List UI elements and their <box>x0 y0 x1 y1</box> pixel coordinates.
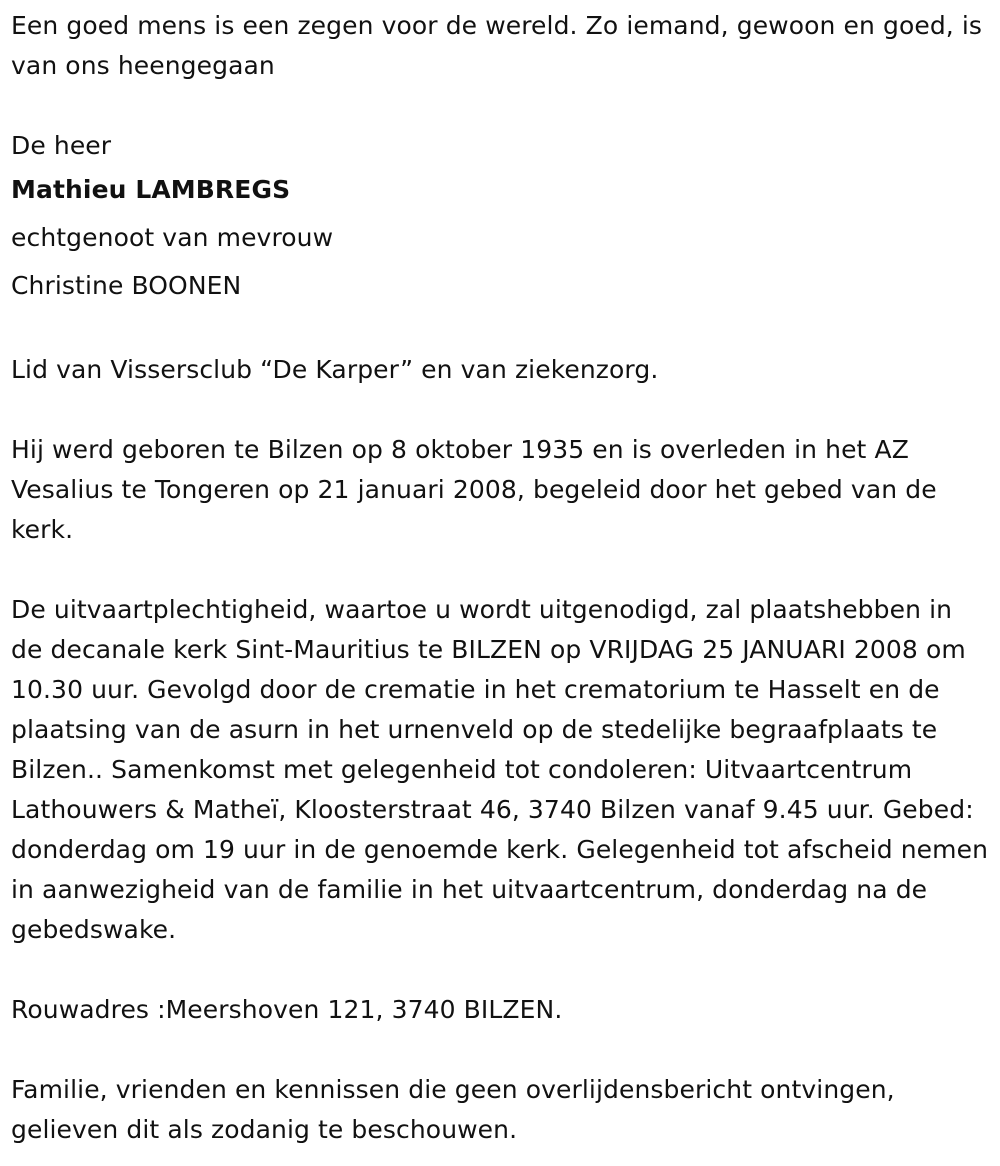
spacer <box>11 310 991 350</box>
deceased-name: Mathieu LAMBREGS <box>11 175 291 204</box>
obituary-text <box>11 6 991 1150</box>
mourning-address: Rouwadres :Meershoven 121, 3740 BILZEN. <box>11 995 563 1024</box>
spacer <box>11 1030 991 1070</box>
intro-paragraph: Een goed mens is een zegen voor de wereld. Zo iemand, gewoon en goed, is van ons heengegaan <box>11 11 983 80</box>
birth-death-paragraph: Hij werd geboren te Bilzen op 8 oktober 1935 en is overleden in het AZ Vesalius te Tongeren op 21 januari 2008, begeleid door het gebed van de kerk. <box>11 435 937 544</box>
spouse-label: echtgenoot van mevrouw <box>11 223 334 252</box>
spouse-name: Christine BOONEN <box>11 271 242 300</box>
spacer <box>11 550 991 590</box>
spacer <box>11 390 991 430</box>
membership-paragraph: Lid van Vissersclub “De Karper” en van ziekenzorg. <box>11 355 659 384</box>
spacer <box>11 950 991 990</box>
ceremony-paragraph: De uitvaartplechtigheid, waartoe u wordt uitgenodigd, zal plaatshebben in de decanale kerk Sint-Mauritius te BILZEN op VRIJDAG 25 JANUARI 2008 om 10.30 uur. Gevolgd door de crematie in het crematorium te Hasselt en de plaatsing van de asurn in het urnenveld op de stedelijke begraafplaats te Bilzen.. Samenkomst met gelegenheid tot condoleren: Uitvaartcentrum Lathouwers & Matheï, Kloosterstraat 46, 3740 Bilzen vanaf 9.45 uur. Gebed: donderdag om 19 uur in de genoemde kerk. Gelegenheid tot afscheid nemen in aanwezigheid van de familie in het uitvaartcentrum, donderdag na de gebedswake. <box>11 595 989 944</box>
closing-paragraph: Familie, vrienden en kennissen die geen overlijdensbericht ontvingen, gelieven dit als zodanig te beschouwen. <box>11 1075 895 1144</box>
salutation: De heer <box>11 131 112 160</box>
spacer <box>11 86 991 126</box>
